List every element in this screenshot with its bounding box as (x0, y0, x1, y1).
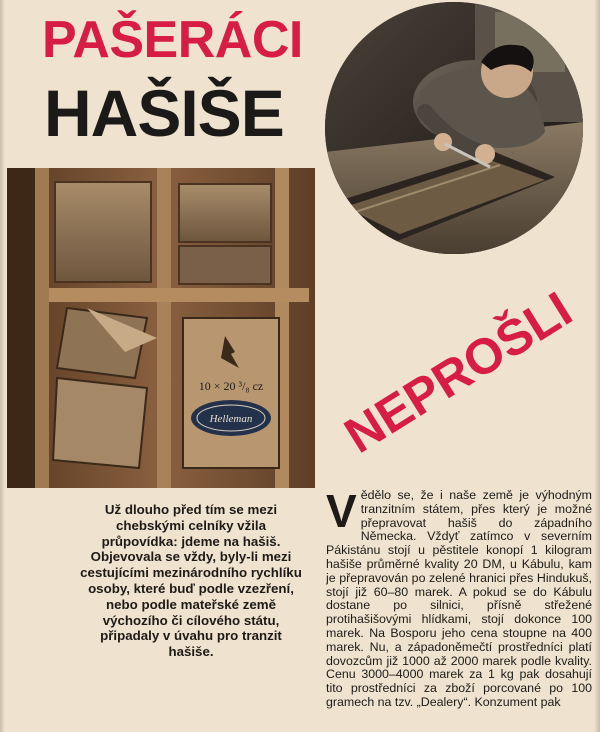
box-logo-label: Helleman (209, 413, 253, 425)
drop-cap: V (326, 489, 357, 537)
body-text: ědělo se, že i naše země je výhodným tranzitním státem, přes který je možné přepravovat hašiš do západního Německa. Vždyť zatímco v severním Pákistánu stojí u pěstitele konopí 1 kilogram hašiše průměrné kvality 20 DM, u Kábulu, kam je přepravován po zelené hranici přes Hindukuš, stojí již 60–80 marek. A pokud se do Kábulu dostane po silnici, přísně střežené protihašišovými hlídkami, stojí dokonce 100 marek. Na Bosporu jeho cena stoupne na 400 marek. Nu, a západoněmečtí prostředníci platí dovozcům již 1000 až 2000 marek podle kvality. Cenu 3000–4000 marek za 1 kg pak dosahují tito prostředníci za zboží porcované po 100 gramech na tzv. „Dealery“. Konzument pak (326, 489, 592, 709)
side-headline: NEPROŠLI (334, 280, 582, 464)
officer-photo-illustration (325, 2, 583, 254)
panel-photo (7, 168, 315, 488)
headline-line-1: PAŠERÁCI (42, 11, 303, 69)
panel-photo-illustration (7, 168, 315, 488)
headline-line-2: HAŠIŠE (44, 76, 284, 150)
officer-photo (325, 2, 583, 254)
page-gutter-shadow (0, 0, 5, 732)
lead-paragraph: Už dlouho před tím se mezi chebskými celníky vžila průpovídka: jdeme na hašiš. Objevovala se vždy, byly-li mezi cestujícími mezinárodního rychlíku osoby, které buď podle vzezření, nebo podle mateřské země výchozího či cílového státu, připadaly v úvahu pro tranzit hašiše. (80, 502, 302, 660)
box-size-label: 10 × 20 ³/₈ cz (198, 379, 264, 393)
body-column (326, 489, 592, 732)
page-edge-shadow (594, 0, 600, 732)
